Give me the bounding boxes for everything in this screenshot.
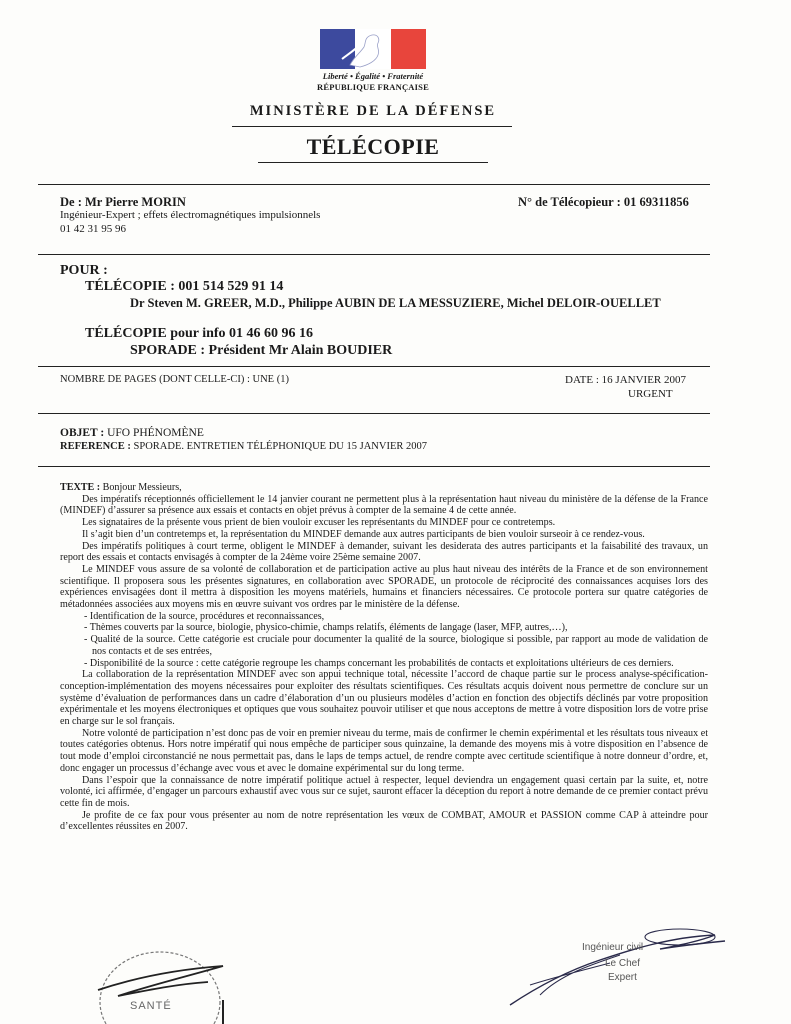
- paragraph: Des impératifs politiques à court terme, obligent le MINDEF à demander, suivant les desiderata des autres participants et la faisabilité des travaux, un report des essais et contacts envisagés à compter de la 24ème voire 25ème semaine 2007.: [60, 540, 708, 564]
- urgent-flag: URGENT: [628, 388, 673, 400]
- paragraph: Le MINDEF vous assure de sa volonté de collaboration et de participation active au plus haut niveau des intérêts de la France et de son environnement scientifique. Il proposera sous les présentes signatures, en collaboration avec SPORADE, un protocole de réciprocité des connaissances acquises lors des expériences envisagées dont il mettra à disposition les moyens matériels, humains et financiers nécessaires. Ce protocole portera sur quatre catégories de métadonnées associées aux moyens mis en œuvre suivant vos ordres par le ministère de la défense.: [60, 563, 708, 611]
- greeting-text: Bonjour Messieurs,: [102, 482, 182, 493]
- list-item: - Identification de la source, procédures et reconnaissances,: [84, 610, 325, 622]
- recipient-fax-1: TÉLÉCOPIE : 001 514 529 91 14: [85, 279, 284, 294]
- reference-value: SPORADE. ENTRETIEN TÉLÉPHONIQUE DU 15 JANVIER 2007: [133, 441, 428, 452]
- subject-line: [60, 427, 204, 439]
- sender-fax-number: N° de Télécopieur : 01 69311856: [518, 195, 689, 209]
- divider: [38, 366, 710, 367]
- paragraph: Dans l’espoir que la connaissance de notre impératif politique actuel à respecter, lequel deviendra un engagement quasi certain par la suite, et, notre volonté, ici affirmée, d’engager un parcours exhaustif avec vous sur ce sujet, sauront effacer la déception du report à notre demande de ce premier contact prévu cette fin de mois.: [60, 774, 708, 809]
- paragraph: Notre volonté de participation n’est donc pas de voir en premier niveau du terme, mais de confirmer le chemin expérimental et les résultats tous niveaux et toutes catégories obtenus. Hors notre impératif qui nous empêche de participer sous quinzaine, la demande des moyens mis à votre disposition en l’absence de tout mode d’emploi circonstancié ne nous permettait pas, dans le laps de temps actuel, de rendre compte avec certitude scientifique à notre donneur d’ordre, et, donc engager un processus d’échange avec vous et avec le domaine expérimental sur du long terme.: [60, 727, 708, 774]
- stamp-text: SANTÉ: [130, 1000, 172, 1012]
- divider: [38, 413, 710, 414]
- greeting-label: TEXTE :: [60, 482, 101, 493]
- list-item: - Thèmes couverts par la source, biologie, physico-chimie, champs relatifs, éléments de langage (laser, MFP, autres,…),: [84, 622, 568, 634]
- republic-name: RÉPUBLIQUE FRANÇAISE: [317, 82, 429, 92]
- sender-phone: 01 42 31 95 96: [60, 223, 126, 235]
- fax-date: DATE : 16 JANVIER 2007: [565, 374, 686, 386]
- document-title: TÉLÉCOPIE: [306, 134, 440, 159]
- divider: [38, 184, 710, 185]
- divider: [232, 126, 512, 127]
- margin-mark: [222, 1000, 224, 1024]
- paragraph: La collaboration de la représentation MINDEF avec son appui technique total, nécessite l’accord de chaque partie sur le process analyse-spécification-conception-implémentation des moyens nécessaires pour exploiter des résultats scientifiques. Ces résultats acquis doivent nous permettre de conclure sur un système d’évaluation de performances dans un cadre d’élaboration d’un ou plusieurs modèles d’action en fonction des objectifs déclinés par votre proposition expérimentale et les moyens électroniques et optiques que vous souhaitez pouvoir utiliser et que nous acceptons de mettre à votre disposition lors de votre prise en charge sur le sol français.: [60, 669, 708, 728]
- paragraph: Les signataires de la présente vous prient de bien vouloir excuser les représentants du MINDEF pour ce contretemps.: [82, 517, 556, 529]
- signature-line-2: Le Chef: [605, 958, 641, 969]
- sender-title: Ingénieur-Expert ; effets électromagnétiques impulsionnels: [60, 209, 321, 221]
- reference-line: [60, 441, 427, 452]
- marianne-logo-icon: [320, 29, 426, 69]
- signature-line-3: Expert: [608, 972, 637, 983]
- list-item: - Qualité de la source. Cette catégorie est cruciale pour documenter la qualité de la source, biologique si possible, par rapport au mode de validation de nos contacts et de ses entrées,: [84, 634, 708, 657]
- recipients-label: POUR :: [60, 263, 108, 278]
- paragraph: Je profite de ce fax pour vous présenter au nom de notre représentation les vœux de COMBAT, AMOUR et PASSION comme CAP à atteindre pour d’excellentes réussites en 2007.: [60, 809, 708, 833]
- paragraph: Il s’agit bien d’un contretemps et, la représentation du MINDEF demande aux autres participants de bien vouloir surseoir à ce rendez-vous.: [82, 528, 645, 540]
- signature-line-1: Ingénieur civil: [582, 942, 644, 953]
- list-item: - Disponibilité de la source : cette catégorie regroupe les champs concernant les probabilités de contacts et exploitations ultérieurs de ces derniers.: [84, 657, 674, 669]
- paragraph: Des impératifs réceptionnés officiellement le 14 janvier courant ne permettent plus à la représentation haut niveau du ministère de la défense de la France (MINDEF) d’assurer sa présence aux essais et contacts en objet prévus à compter de la semaine 4 de cette année.: [60, 493, 708, 517]
- greeting: [60, 482, 708, 494]
- divider: [258, 162, 488, 163]
- ministry-name: MINISTÈRE DE LA DÉFENSE: [249, 103, 497, 119]
- subject-value: UFO PHÉNOMÈNE: [107, 427, 204, 439]
- divider: [38, 466, 710, 467]
- page-count: NOMBRE DE PAGES (DONT CELLE-CI) : UNE (1): [60, 374, 289, 385]
- recipient-fax-2: TÉLÉCOPIE pour info 01 46 60 96 16: [85, 326, 314, 341]
- letter-body: [60, 482, 708, 833]
- reference-label: REFERENCE :: [60, 441, 131, 452]
- metadata-categories-list: [60, 611, 708, 670]
- sender-name: De : Mr Pierre MORIN: [60, 195, 186, 209]
- subject-label: OBJET :: [60, 427, 105, 439]
- divider: [38, 254, 710, 255]
- recipient-names-2: SPORADE : Président Mr Alain BOUDIER: [130, 343, 393, 358]
- recipient-names-1: Dr Steven M. GREER, M.D., Philippe AUBIN DE LA MESSUZIERE, Michel DELOIR-OUELLET: [130, 296, 661, 310]
- republic-motto: Liberté • Égalité • Fraternité: [322, 71, 424, 81]
